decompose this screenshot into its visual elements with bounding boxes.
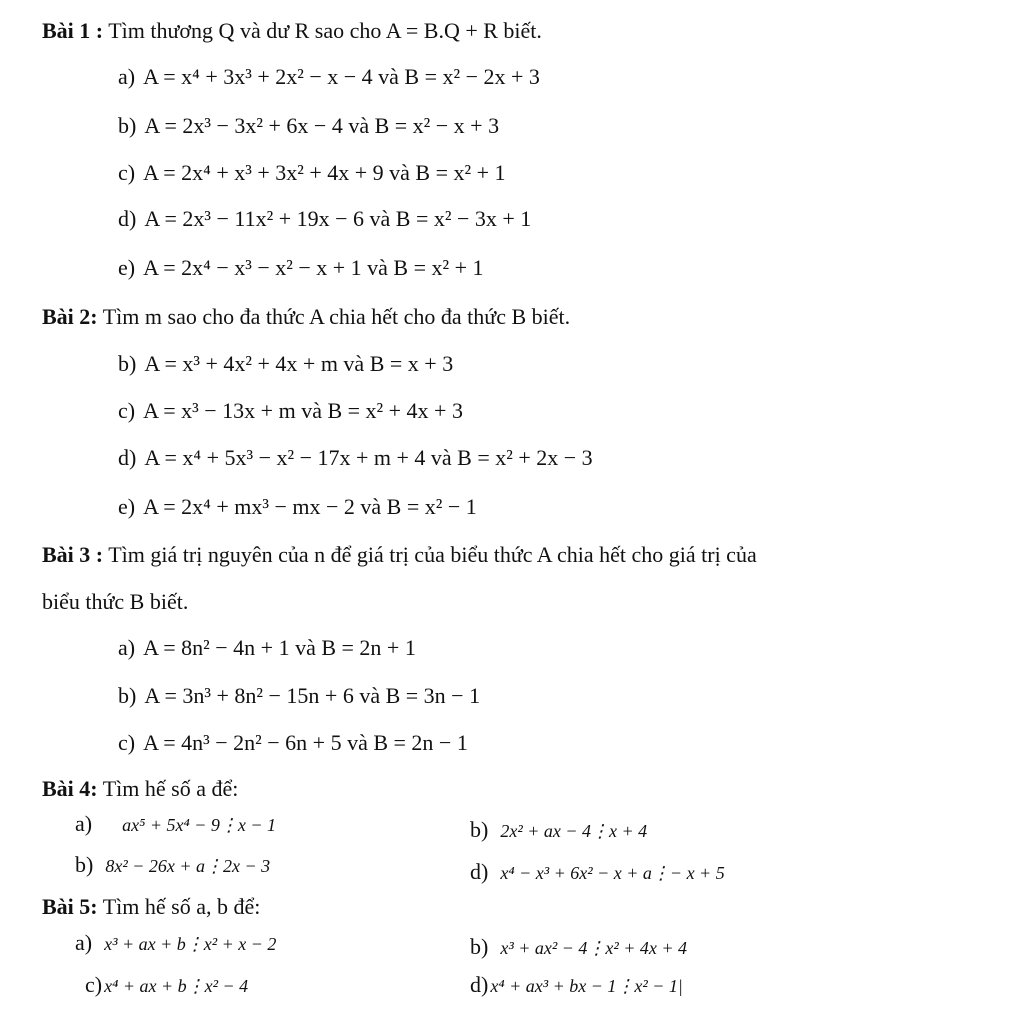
b1-heading — [42, 17, 542, 45]
b3-item-b: b) A = 3n³ + 8n² − 15n + 6 và B = 3n − 1 — [118, 683, 481, 708]
b5-heading — [42, 893, 260, 921]
b1-text: Tìm thương Q và dư R sao cho A = B.Q + R biết. — [103, 18, 542, 43]
b4-item-a: a) ax⁵ + 5x⁴ − 9⋮x − 1 — [75, 811, 277, 836]
b5-item-a: a) x³ + ax + b⋮x² + x − 2 — [75, 930, 277, 955]
b5-item-c: c) x⁴ + ax + b⋮x² − 4 — [85, 972, 249, 997]
b1-item-d: d) A = 2x³ − 11x² + 19x − 6 và B = x² − 3x + 1 — [118, 206, 532, 231]
b4-item-b-right: b) 2x² + ax − 4⋮x + 4 — [470, 817, 648, 842]
b1-item-e: e) A = 2x⁴ − x³ − x² − x + 1 và B = x² + 1 — [118, 255, 484, 280]
b1-item-b: b) A = 2x³ − 3x² + 6x − 4 và B = x² − x + 3 — [118, 113, 500, 138]
b1-item-a: a) A = x⁴ + 3x³ + 2x² − x − 4 và B = x² − 2x + 3 — [118, 64, 540, 89]
b4-item-b-left: b) 8x² − 26x + a⋮2x − 3 — [75, 852, 271, 877]
b4-text: Tìm hế số a để: — [97, 776, 239, 801]
b2-title: Bài 2: — [42, 304, 98, 329]
b5-text: Tìm hế số a, b để: — [97, 894, 261, 919]
b4-title: Bài 4: — [42, 776, 98, 801]
b5-title: Bài 5: — [42, 894, 98, 919]
b1-title: Bài 1 : — [42, 18, 104, 43]
b3-heading — [42, 541, 757, 569]
b2-item-e: e) A = 2x⁴ + mx³ − mx − 2 và B = x² − 1 — [118, 494, 477, 519]
b2-heading — [42, 303, 570, 331]
b4-item-d: d) x⁴ − x³ + 6x² − x + a⋮− x + 5 — [470, 859, 725, 884]
b3-title: Bài 3 : — [42, 542, 104, 567]
b5-item-d: d) x⁴ + ax³ + bx − 1⋮x² − 1| — [470, 972, 683, 997]
b2-item-d: d) A = x⁴ + 5x³ − x² − 17x + m + 4 và B = x² + 2x − 3 — [118, 445, 593, 470]
b4-heading — [42, 775, 238, 803]
b2-item-b: b) A = x³ + 4x² + 4x + m và B = x + 3 — [118, 351, 454, 376]
b1-item-c: c) A = 2x⁴ + x³ + 3x² + 4x + 9 và B = x² + 1 — [118, 160, 506, 185]
b3-text-2: biểu thức B biết. — [42, 589, 189, 614]
b3-item-a: a) A = 8n² − 4n + 1 và B = 2n + 1 — [118, 635, 416, 660]
b2-item-c: c) A = x³ − 13x + m và B = x² + 4x + 3 — [118, 398, 463, 423]
b3-text: Tìm giá trị nguyên của n để giá trị của biểu thức A chia hết cho giá trị của — [103, 542, 757, 567]
b3-item-c: c) A = 4n³ − 2n² − 6n + 5 và B = 2n − 1 — [118, 730, 468, 755]
b2-text: Tìm m sao cho đa thức A chia hết cho đa thức B biết. — [97, 304, 571, 329]
b5-item-b: b) x³ + ax² − 4⋮x² + 4x + 4 — [470, 934, 688, 959]
